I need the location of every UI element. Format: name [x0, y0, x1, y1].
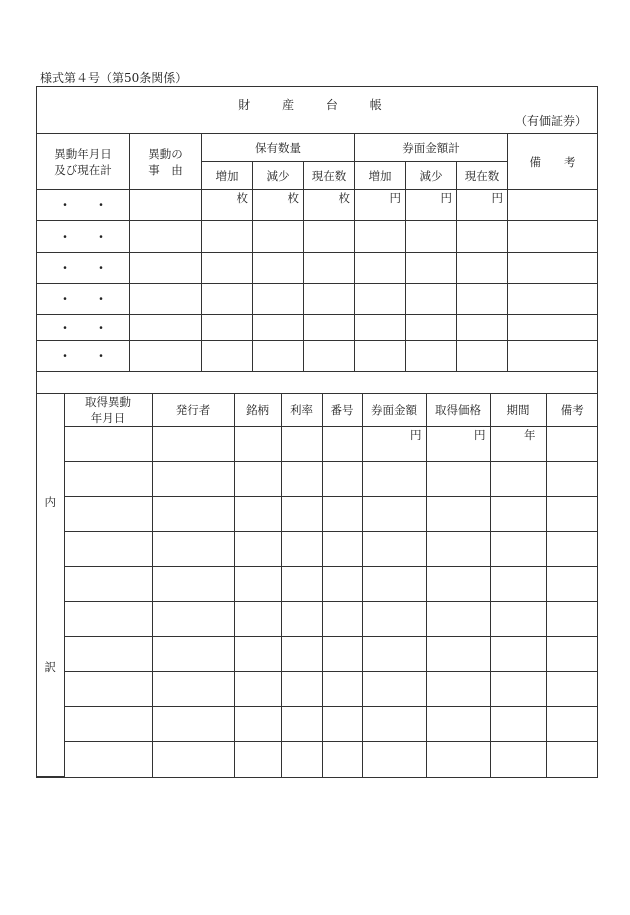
detail-row — [37, 462, 598, 497]
date-cell[interactable]: ・ ・ — [37, 341, 130, 372]
summary-row — [37, 221, 598, 253]
ledger-subtitle: （有価証券） — [515, 114, 588, 128]
header-acq-date: 取得異動 年月日 — [64, 394, 152, 427]
ledger-title: 財 産 台 帳 — [238, 98, 396, 112]
header-date: 異動年月日 及び現在計 — [37, 134, 130, 190]
header-issuer: 発行者 — [152, 394, 234, 427]
header-current: 現在数 — [457, 162, 508, 190]
header-remarks: 備考 — [546, 394, 598, 427]
header-brand: 銘柄 — [234, 394, 281, 427]
detail-row — [37, 427, 598, 462]
detail-section — [37, 394, 598, 778]
date-cell[interactable]: ・ ・ — [37, 253, 130, 284]
spacer-row — [37, 372, 598, 394]
title-cell — [37, 87, 598, 134]
date-cell[interactable]: ・ ・ — [37, 315, 130, 341]
header-period: 期間 — [490, 394, 546, 427]
detail-row — [37, 567, 598, 602]
unit-cell[interactable]: 枚 — [202, 190, 253, 221]
reason-cell[interactable] — [130, 190, 202, 221]
detail-row — [37, 497, 598, 532]
header-increase: 増加 — [355, 162, 406, 190]
unit-cell[interactable]: 円 — [426, 427, 490, 462]
header-face-total: 券面金額計 — [355, 134, 508, 162]
header-number: 番号 — [322, 394, 362, 427]
remarks-cell[interactable] — [508, 190, 598, 221]
summary-row — [37, 284, 598, 315]
header-rate: 利率 — [281, 394, 322, 427]
detail-row — [37, 602, 598, 637]
summary-row — [37, 253, 598, 284]
summary-row — [37, 315, 598, 341]
form-number: 様式第４号（第50条関係） — [40, 71, 188, 85]
detail-row — [37, 672, 598, 707]
detail-row — [37, 532, 598, 567]
unit-cell[interactable]: 枚 — [304, 190, 355, 221]
detail-row — [37, 742, 598, 777]
date-cell[interactable]: ・ ・ — [37, 190, 130, 221]
summary-row — [37, 341, 598, 372]
ledger-table — [36, 86, 598, 778]
unit-cell[interactable]: 円 — [362, 427, 426, 462]
detail-table — [37, 394, 598, 777]
unit-cell[interactable]: 円 — [457, 190, 508, 221]
header-remarks: 備 考 — [508, 134, 598, 190]
unit-cell[interactable]: 円 — [406, 190, 457, 221]
header-decrease: 減少 — [406, 162, 457, 190]
unit-cell[interactable]: 枚 — [253, 190, 304, 221]
date-cell[interactable]: ・ ・ — [37, 284, 130, 315]
side-label-cell — [37, 394, 64, 777]
header-increase: 増加 — [202, 162, 253, 190]
header-current: 現在数 — [304, 162, 355, 190]
header-price: 取得価格 — [426, 394, 490, 427]
header-holdings: 保有数量 — [202, 134, 355, 162]
date-cell[interactable]: ・ ・ — [37, 221, 130, 253]
side-label-top: 内 — [44, 495, 56, 509]
header-face: 券面金額 — [362, 394, 426, 427]
header-reason: 異動の 事 由 — [130, 134, 202, 190]
side-label-bottom: 訳 — [44, 660, 56, 674]
detail-row — [37, 637, 598, 672]
unit-cell[interactable]: 年 — [490, 427, 546, 462]
header-decrease: 減少 — [253, 162, 304, 190]
unit-cell[interactable]: 円 — [355, 190, 406, 221]
summary-row — [37, 190, 598, 221]
detail-row — [37, 707, 598, 742]
